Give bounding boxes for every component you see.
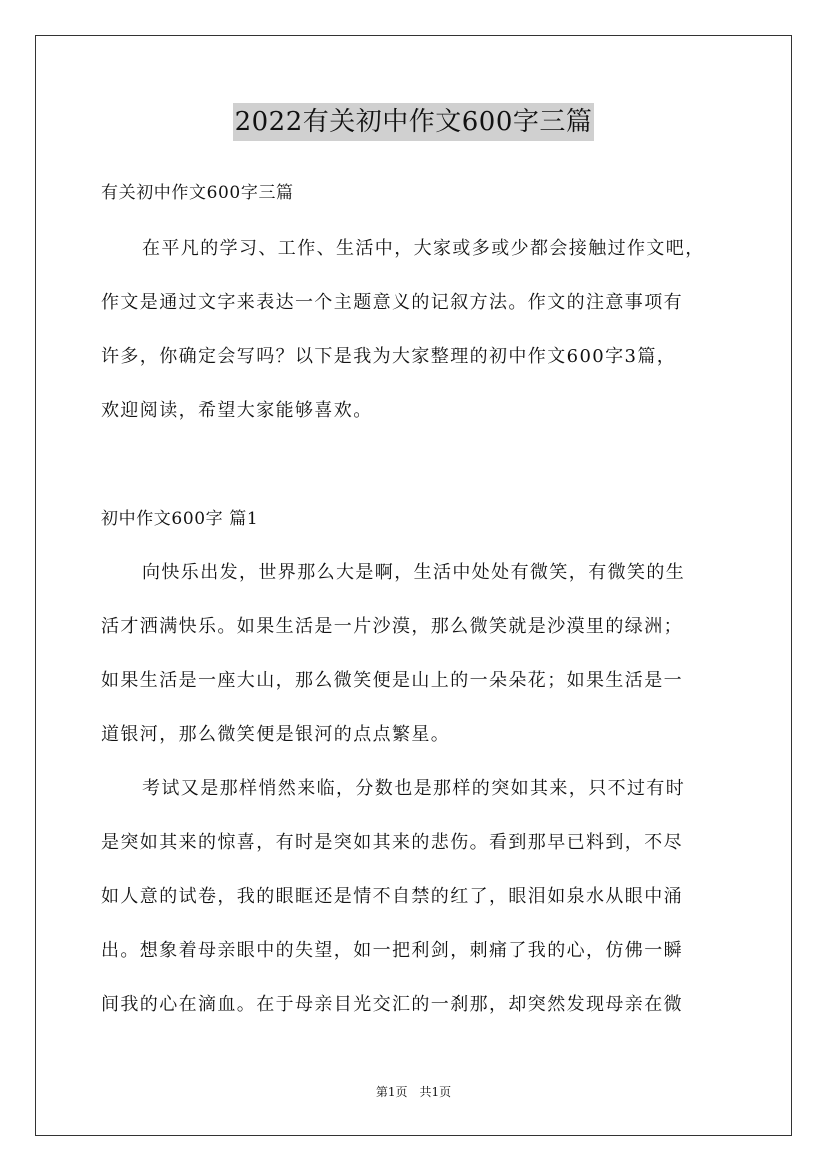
page-footer: 第1页 共1页 — [375, 1085, 452, 1099]
title-container — [0, 103, 827, 141]
document-subtitle: 有关初中作文600字三篇 — [101, 183, 294, 203]
section-heading: 初中作文600字 篇1 — [101, 509, 259, 529]
paragraph-line: 间我的心在滴血。在于母亲目光交汇的一刹那，却突然发现母亲在微 — [101, 994, 683, 1015]
paragraph-line: 向快乐出发，世界那么大是啊，生活中处处有微笑，有微笑的生 — [142, 562, 686, 583]
paragraph-line: 道银河，那么微笑便是银河的点点繁星。 — [101, 724, 451, 745]
document-title: 2022有关初中作文600字三篇 — [233, 103, 595, 141]
intro-line: 在平凡的学习、工作、生活中，大家或多或少都会接触过作文吧， — [142, 238, 705, 259]
intro-line: 作文是通过文字来表达一个主题意义的记叙方法。作文的注意事项有 — [101, 292, 683, 313]
paragraph-line: 出。想象着母亲眼中的失望，如一把利剑，刺痛了我的心，仿佛一瞬 — [101, 940, 683, 961]
paragraph-line: 考试又是那样悄然来临，分数也是那样的突如其来，只不过有时 — [142, 778, 686, 799]
document-body — [101, 170, 728, 1018]
paragraph-line: 如人意的试卷，我的眼眶还是情不自禁的红了，眼泪如泉水从眼中涌 — [101, 886, 683, 907]
intro-line: 欢迎阅读，希望大家能够喜欢。 — [101, 400, 373, 421]
intro-line: 许多，你确定会写吗？以下是我为大家整理的初中作文600字3篇， — [101, 346, 677, 367]
paragraph-line: 是突如其来的惊喜，有时是突如其来的悲伤。看到那早已料到，不尽 — [101, 832, 683, 853]
paragraph-line: 如果生活是一座大山，那么微笑便是山上的一朵朵花；如果生活是一 — [101, 670, 683, 691]
paragraph-line: 活才洒满快乐。如果生活是一片沙漠，那么微笑就是沙漠里的绿洲； — [101, 616, 683, 637]
